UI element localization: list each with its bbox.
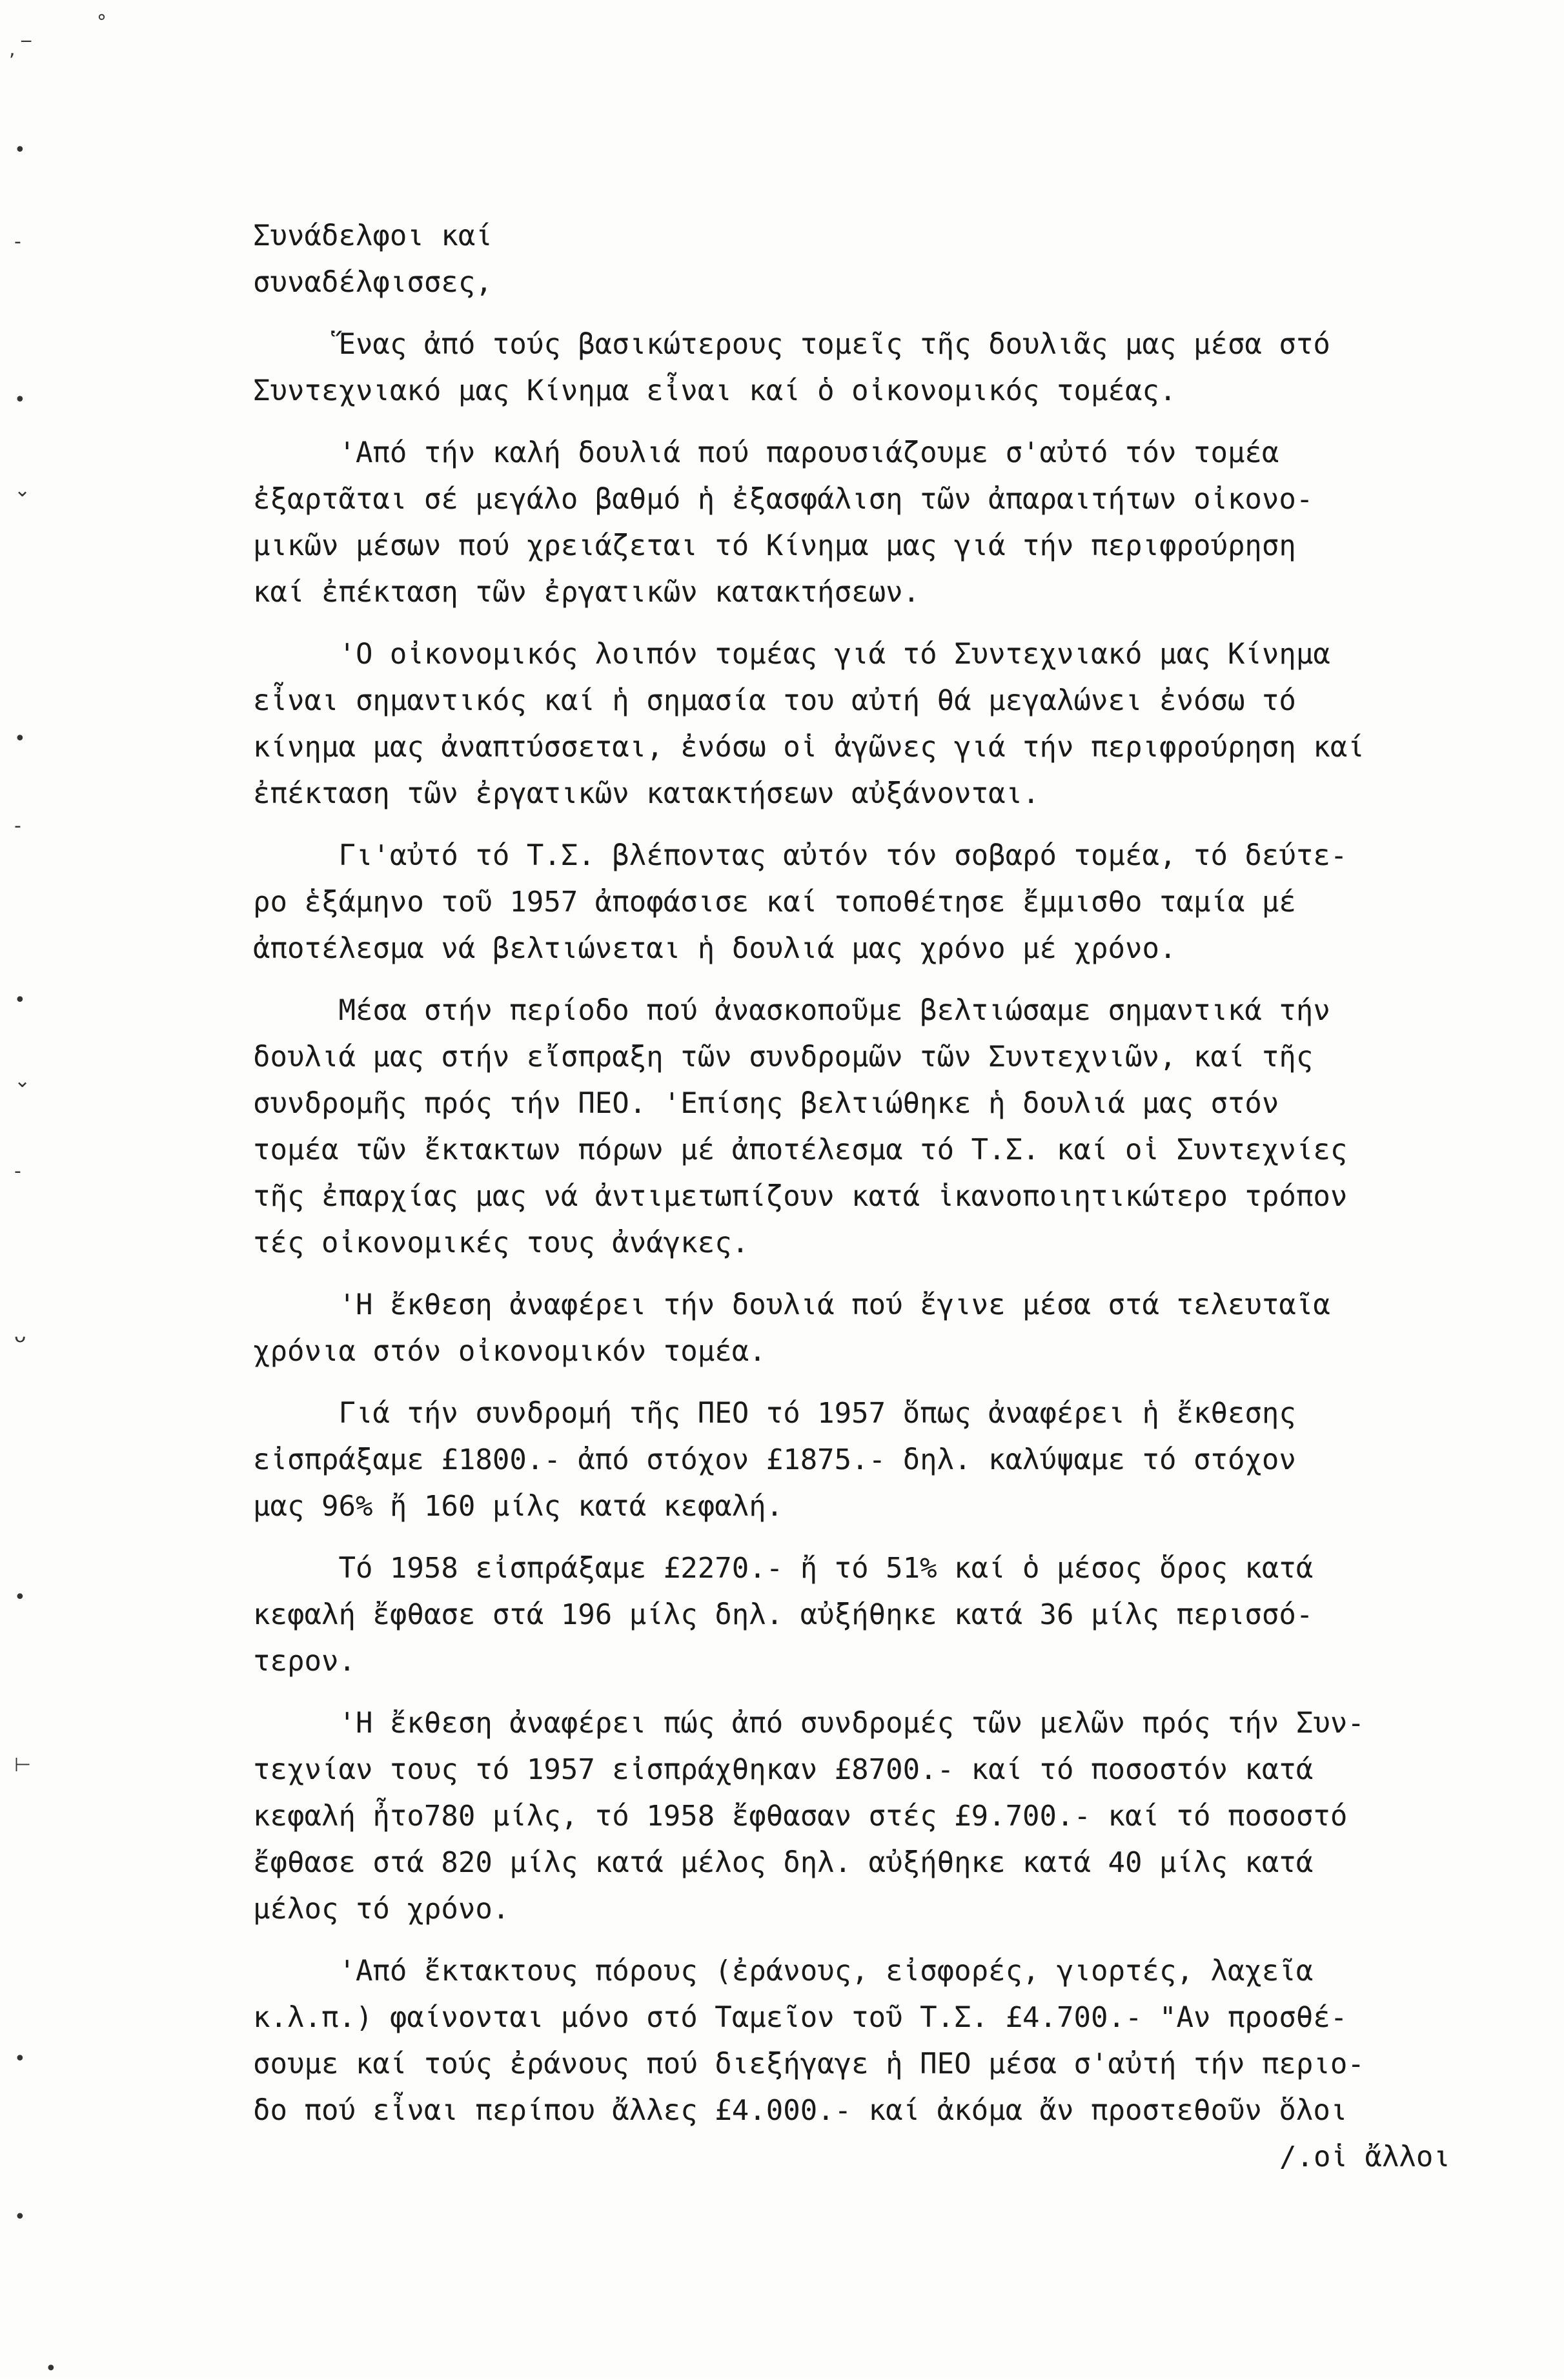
scan-mark: • (14, 1586, 26, 1609)
text-line: μέλος τό χρόνο. (253, 1893, 510, 1926)
scan-mark: • (14, 139, 26, 161)
continuation-mark: /.οἱ ἄλλοι (1279, 2141, 1450, 2173)
text-line: κίνημα μας ἀναπτύσσεται, ἐνόσω οἱ ἀγῶνες γιά τήν περιφρούρηση καί (253, 731, 1365, 764)
text-line: Ἕνας ἀπό τούς βασικώτερους τομεῖς τῆς δουλιᾶς μας μέσα στό (253, 328, 1330, 361)
text-line: καί ἐπέκταση τῶν ἐργατικῶν κατακτήσεων. (253, 576, 920, 609)
text-line: τερον. (253, 1645, 356, 1678)
text-line: κεφαλή ἔφθασε στά 196 μίλς δηλ. αὐξήθηκε κατά 36 μίλς περισσό- (253, 1598, 1314, 1631)
salutation-line: συναδέλφισσες, (253, 266, 493, 299)
text-line: Γιά τήν συνδρομή τῆς ΠΕΟ τό 1957 ὅπως ἀναφέρει ἡ ἔκθεσης (253, 1397, 1296, 1430)
scan-mark: ᴗ (14, 1325, 26, 1347)
text-line: δουλιά μας στήν εἴσπραξη τῶν συνδρομῶν τῶν Συντεχνιῶν, καί τῆς (253, 1041, 1314, 1073)
text-line: τῆς ἐπαρχίας μας νά ἀντιμετωπίζουν κατά ἱκανοποιητικώτερο τρόπον (253, 1180, 1348, 1213)
text-line: 'Η ἔκθεση ἀναφέρει τήν δουλιά πού ἔγινε μέσα στά τελευταῖα (253, 1288, 1330, 1321)
scan-mark: ⌄ (14, 479, 31, 502)
scan-mark: ° (97, 11, 107, 34)
scan-mark: • (14, 989, 26, 1012)
text-line: Τό 1958 εἰσπράξαμε £2270.- ἤ τό 51% καί ὁ μέσος ὅρος κατά (253, 1552, 1314, 1585)
text-line: ἀποτέλεσμα νά βελτιώνεται ἡ δουλιά μας χρόνο μέ χρόνο. (253, 932, 1177, 965)
salutation-line: Συνάδελφοι καί (253, 219, 493, 252)
text-line: δο πού εἶναι περίπου ἄλλες £4.000.- καί ἀκόμα ἄν προστεθοῦν ὅλοι (253, 2094, 1348, 2127)
scan-mark: ⌄ (14, 1070, 31, 1092)
scan-mark: - (14, 1160, 21, 1183)
text-line: Μέσα στήν περίοδο πού ἀνασκοποῦμε βελτιώσαμε σημαντικά τήν (253, 994, 1330, 1027)
text-line: τεχνίαν τους τό 1957 εἰσπράχθηκαν £8700.- καί τό ποσοστόν κατά (253, 1753, 1314, 1786)
scan-mark: , ‾ (9, 38, 32, 61)
text-line: κεφαλή ἦτο780 μίλς, τό 1958 ἔφθασαν στές £9.700.- καί τό ποσοστό (253, 1800, 1348, 1833)
scan-mark: ⊢ (14, 1754, 32, 1776)
scan-mark: • (45, 2357, 57, 2380)
scan-mark: - (14, 230, 21, 253)
text-line: ἐξαρτᾶται σέ μεγάλο βαθμό ἡ ἐξασφάλιση τῶν ἀπαραιτήτων οἰκονο- (253, 483, 1314, 516)
text-line: Συντεχνιακό μας Κίνημα εἶναι καί ὁ οἰκονομικός τομέας. (253, 374, 1177, 407)
text-line: συνδρομῆς πρός τήν ΠΕΟ. 'Επίσης βελτιώθηκε ἡ δουλιά μας στόν (253, 1087, 1279, 1120)
text-line: τές οἰκονομικές τους ἀνάγκες. (253, 1226, 749, 1259)
scan-mark: • (14, 2048, 26, 2070)
text-line: 'Από ἔκτακτους πόρους (ἐράνους, εἰσφορές, γιορτές, λαχεῖα (253, 1955, 1314, 1988)
text-line: τομέα τῶν ἔκτακτων πόρων μέ ἀποτέλεσμα τό Τ.Σ. καί οἱ Συντεχνίες (253, 1134, 1348, 1166)
text-line: σουμε καί τούς ἐράνους πού διεξήγαγε ἡ ΠΕΟ μέσα σ'αὐτή τήν περιο- (253, 2048, 1365, 2080)
scan-mark: • (14, 2206, 26, 2228)
text-line: Γι'αὐτό τό Τ.Σ. βλέποντας αὐτόν τόν σοβαρό τομέα, τό δεύτε- (253, 839, 1348, 872)
text-line: χρόνια στόν οἰκονομικόν τομέα. (253, 1335, 766, 1368)
letter-body (253, 213, 1512, 2181)
text-line: ρο ἑξάμηνο τοῦ 1957 ἀποφάσισε καί τοποθέτησε ἔμμισθο ταμία μέ (253, 886, 1296, 919)
text-line: μικῶν μέσων πού χρειάζεται τό Κίνημα μας γιά τήν περιφρούρηση (253, 529, 1296, 562)
scan-mark: • (14, 727, 26, 750)
text-line: ἔφθασε στά 820 μίλς κατά μέλος δηλ. αὐξήθηκε κατά 40 μίλς κατά (253, 1846, 1314, 1879)
text-line: 'Ο οἰκονομικός λοιπόν τομέας γιά τό Συντεχνιακό μας Κίνημα (253, 638, 1330, 671)
text-line: μας 96% ἤ 160 μίλς κατά κεφαλή. (253, 1490, 784, 1523)
text-line: 'Από τήν καλή δουλιά πού παρουσιάζουμε σ'αὐτό τόν τομέα (253, 436, 1279, 469)
text-line: εἰσπράξαμε £1800.- ἀπό στόχον £1875.- δηλ. καλύψαμε τό στόχον (253, 1443, 1296, 1476)
scan-mark: • (14, 389, 26, 411)
text-line: 'Η ἔκθεση ἀναφέρει πώς ἀπό συνδρομές τῶν μελῶν πρός τήν Συν- (253, 1707, 1365, 1740)
text-line: ἐπέκταση τῶν ἐργατικῶν κατακτήσεων αὐξάνονται. (253, 777, 1040, 810)
scan-mark: - (14, 815, 21, 837)
text-line: κ.λ.π.) φαίνονται μόνο στό Ταμεῖον τοῦ Τ.Σ. £4.700.- "Αν προσθέ- (253, 2001, 1348, 2034)
text-line: εἶναι σημαντικός καί ἡ σημασία του αὐτή θά μεγαλώνει ἐνόσω τό (253, 684, 1296, 717)
